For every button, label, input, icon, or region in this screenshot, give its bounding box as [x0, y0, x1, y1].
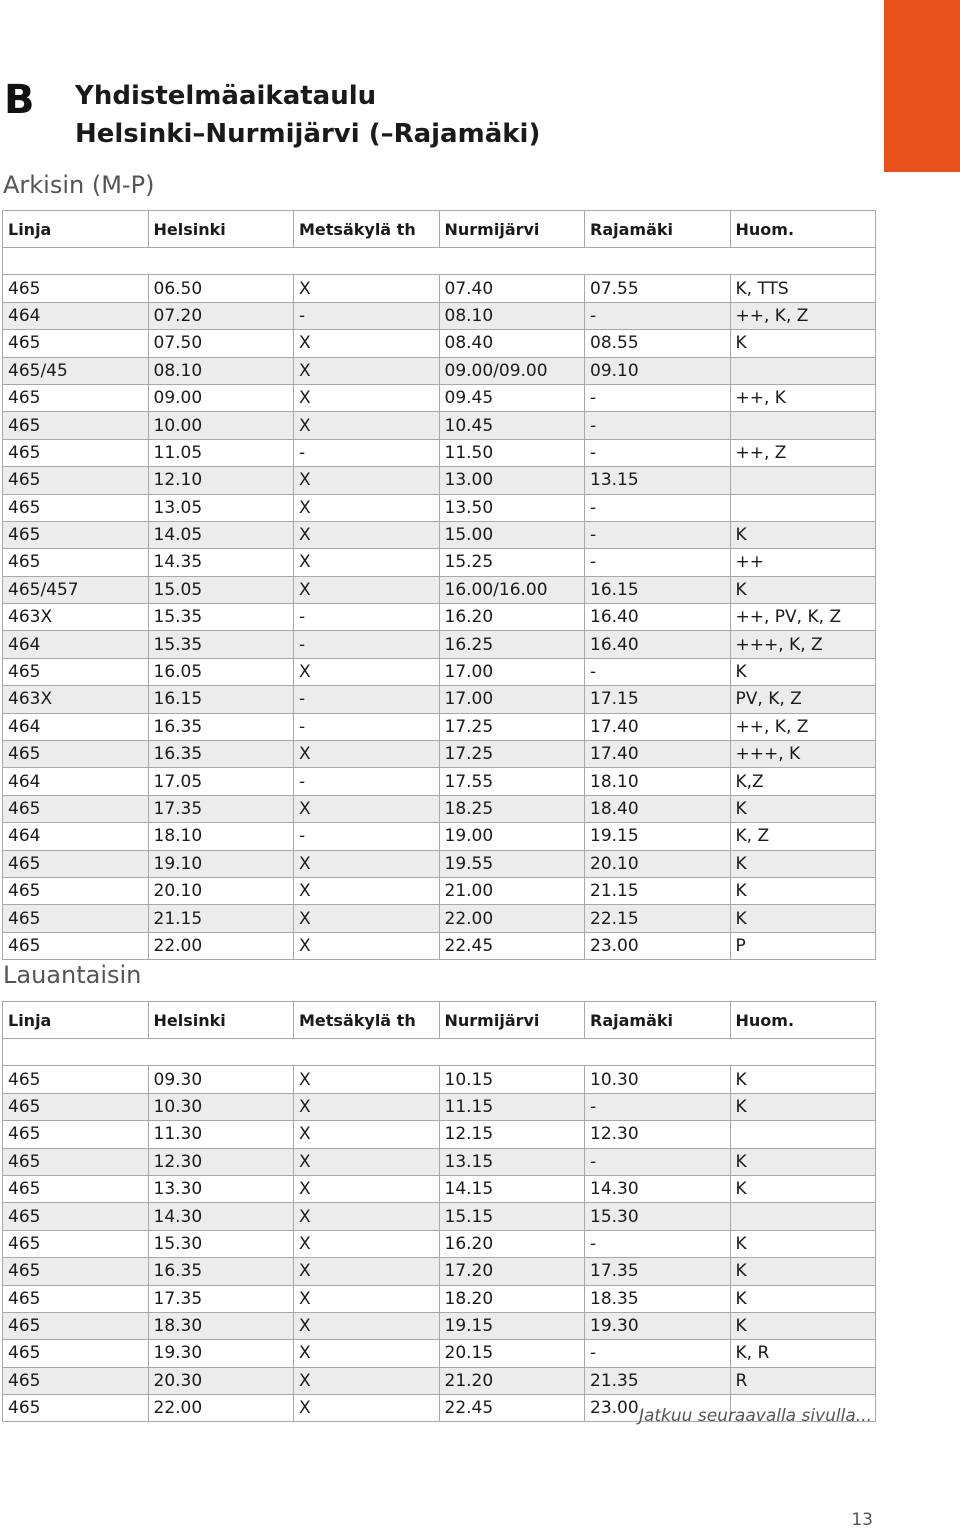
table-cell: 21.35: [585, 1367, 731, 1394]
table-cell: -: [585, 521, 731, 548]
table-row: [3, 467, 876, 494]
table-cell: 16.35: [148, 713, 294, 740]
table-cell: 465: [3, 1258, 149, 1285]
title-line-1: Yhdistelmäaikataulu: [75, 81, 377, 111]
table-cell: 465: [3, 1203, 149, 1230]
table-cell: 21.20: [439, 1367, 585, 1394]
table-row: [3, 713, 876, 740]
table-cell: 08.55: [585, 330, 731, 357]
table-cell: +++, K: [730, 741, 876, 768]
table-cell: 19.10: [148, 850, 294, 877]
table-cell: X: [294, 658, 440, 685]
table-header-row: [3, 211, 876, 248]
column-header: Helsinki: [148, 1002, 294, 1039]
column-header: Linja: [3, 211, 149, 248]
table-cell: 19.30: [148, 1340, 294, 1367]
table-row: [3, 1175, 876, 1202]
table-cell: -: [294, 713, 440, 740]
table-cell: 464: [3, 302, 149, 329]
table-cell: K, R: [730, 1340, 876, 1367]
table-cell: 17.35: [148, 1285, 294, 1312]
table-cell: X: [294, 494, 440, 521]
table-cell: 17.05: [148, 768, 294, 795]
column-header: Nurmijärvi: [439, 211, 585, 248]
table-cell: 16.20: [439, 604, 585, 631]
saturday-timetable: [2, 1001, 876, 1422]
table-cell: [730, 357, 876, 384]
table-cell: X: [294, 357, 440, 384]
table-cell: 465: [3, 741, 149, 768]
table-cell: 463X: [3, 686, 149, 713]
table-cell: 17.40: [585, 741, 731, 768]
table-cell: 465: [3, 1340, 149, 1367]
column-header: Metsäkylä th: [294, 211, 440, 248]
column-header: Linja: [3, 1002, 149, 1039]
table-cell: 17.35: [148, 795, 294, 822]
table-cell: 21.15: [148, 905, 294, 932]
table-cell: 10.00: [148, 412, 294, 439]
table-cell: 20.15: [439, 1340, 585, 1367]
table-cell: X: [294, 1093, 440, 1120]
table-cell: 16.40: [585, 604, 731, 631]
table-cell: 18.30: [148, 1312, 294, 1339]
table-cell: 17.25: [439, 713, 585, 740]
table-cell: 13.15: [585, 467, 731, 494]
weekday-timetable: [2, 210, 876, 960]
table-cell: 18.10: [585, 768, 731, 795]
table-row: [3, 905, 876, 932]
table-cell: 16.05: [148, 658, 294, 685]
table-cell: X: [294, 741, 440, 768]
table-cell: 09.45: [439, 384, 585, 411]
table-cell: 09.30: [148, 1066, 294, 1093]
table-cell: 465: [3, 521, 149, 548]
table-row: [3, 1230, 876, 1257]
table-cell: -: [585, 439, 731, 466]
table-row: [3, 1258, 876, 1285]
table-cell: 18.35: [585, 1285, 731, 1312]
table-row: [3, 576, 876, 603]
table-row: [3, 658, 876, 685]
table-cell: K: [730, 850, 876, 877]
table-cell: 465/457: [3, 576, 149, 603]
column-header: Nurmijärvi: [439, 1002, 585, 1039]
table-cell: 12.15: [439, 1121, 585, 1148]
table-cell: -: [294, 768, 440, 795]
table-cell: 12.10: [148, 467, 294, 494]
table-cell: X: [294, 1367, 440, 1394]
table-cell: K, TTS: [730, 275, 876, 302]
table-cell: X: [294, 850, 440, 877]
table-cell: 09.00: [148, 384, 294, 411]
table-cell: 19.15: [439, 1312, 585, 1339]
table-cell: 10.15: [439, 1066, 585, 1093]
table-row: [3, 631, 876, 658]
table-cell: -: [585, 549, 731, 576]
table-row: [3, 412, 876, 439]
table-cell: 13.50: [439, 494, 585, 521]
table-cell: 465: [3, 932, 149, 959]
table-cell: 07.40: [439, 275, 585, 302]
table-cell: [730, 467, 876, 494]
table-row: [3, 741, 876, 768]
table-cell: 22.45: [439, 932, 585, 959]
table-cell: X: [294, 467, 440, 494]
table-cell: 18.10: [148, 823, 294, 850]
table-cell: K: [730, 905, 876, 932]
table-row: [3, 850, 876, 877]
table-cell: PV, K, Z: [730, 686, 876, 713]
table-cell: 465: [3, 1395, 149, 1422]
table-row: [3, 823, 876, 850]
table-row: [3, 439, 876, 466]
table-cell: 465: [3, 1093, 149, 1120]
table-cell: -: [294, 823, 440, 850]
table-cell: 13.05: [148, 494, 294, 521]
table-cell: 15.05: [148, 576, 294, 603]
orange-page-tab: [884, 0, 960, 172]
page-number: 13: [851, 1510, 873, 1530]
table-cell: 16.20: [439, 1230, 585, 1257]
table-cell: -: [585, 1093, 731, 1120]
table-cell: 10.45: [439, 412, 585, 439]
table-cell: K: [730, 1066, 876, 1093]
table-cell: 18.40: [585, 795, 731, 822]
table-cell: 23.00: [585, 932, 731, 959]
table-cell: K: [730, 1258, 876, 1285]
table-cell: 08.10: [148, 357, 294, 384]
table-cell: -: [294, 604, 440, 631]
table-cell: P: [730, 932, 876, 959]
table-cell: 11.15: [439, 1093, 585, 1120]
table-row: [3, 604, 876, 631]
table-cell: X: [294, 877, 440, 904]
table-cell: -: [585, 1340, 731, 1367]
table-cell: 17.20: [439, 1258, 585, 1285]
table-cell: X: [294, 905, 440, 932]
table-row: [3, 768, 876, 795]
table-cell: ++, K: [730, 384, 876, 411]
continued-note: Jatkuu seuraavalla sivulla...: [638, 1406, 872, 1426]
header-spacer: [3, 1039, 876, 1066]
table-cell: 22.00: [148, 932, 294, 959]
table-row: [3, 1367, 876, 1394]
table-cell: 13.30: [148, 1175, 294, 1202]
table-cell: -: [585, 658, 731, 685]
table-cell: 464: [3, 768, 149, 795]
table-cell: 14.30: [585, 1175, 731, 1202]
table-row: [3, 549, 876, 576]
table-cell: X: [294, 1258, 440, 1285]
table-cell: 23.00: [585, 1395, 731, 1422]
table-cell: 465: [3, 1285, 149, 1312]
section-letter: B: [4, 77, 35, 123]
table-cell: -: [585, 412, 731, 439]
table-cell: 21.15: [585, 877, 731, 904]
table-cell: ++, K, Z: [730, 713, 876, 740]
table-cell: -: [585, 384, 731, 411]
table-cell: 465: [3, 1312, 149, 1339]
table-row: [3, 795, 876, 822]
table-cell: 16.00/16.00: [439, 576, 585, 603]
table-cell: [730, 1121, 876, 1148]
table-cell: 15.25: [439, 549, 585, 576]
table-cell: 17.00: [439, 658, 585, 685]
table-cell: 465: [3, 549, 149, 576]
table-cell: 11.50: [439, 439, 585, 466]
table-cell: K: [730, 1285, 876, 1312]
table-cell: 12.30: [585, 1121, 731, 1148]
table-cell: ++, Z: [730, 439, 876, 466]
table-cell: 465/45: [3, 357, 149, 384]
table-cell: ++, K, Z: [730, 302, 876, 329]
table-cell: [730, 412, 876, 439]
table-cell: 465: [3, 439, 149, 466]
table-cell: 17.35: [585, 1258, 731, 1285]
table-cell: 465: [3, 795, 149, 822]
table-cell: 11.30: [148, 1121, 294, 1148]
title-line-2: Helsinki–Nurmijärvi (–Rajamäki): [75, 119, 541, 149]
table-row: [3, 932, 876, 959]
table-row: [3, 384, 876, 411]
table-cell: 17.40: [585, 713, 731, 740]
table-cell: 465: [3, 1230, 149, 1257]
table-row: [3, 357, 876, 384]
column-header: Huom.: [730, 211, 876, 248]
saturday-heading: Lauantaisin: [3, 961, 142, 989]
table-row: [3, 1121, 876, 1148]
table-cell: K: [730, 658, 876, 685]
table-cell: 20.30: [148, 1367, 294, 1394]
table-cell: 06.50: [148, 275, 294, 302]
table-cell: X: [294, 1121, 440, 1148]
table-cell: 22.45: [439, 1395, 585, 1422]
table-cell: 19.55: [439, 850, 585, 877]
table-cell: -: [585, 1148, 731, 1175]
table-cell: -: [294, 631, 440, 658]
table-cell: 465: [3, 467, 149, 494]
table-cell: 465: [3, 850, 149, 877]
table-cell: 18.20: [439, 1285, 585, 1312]
table-row: [3, 302, 876, 329]
table-row: [3, 686, 876, 713]
table-cell: 20.10: [585, 850, 731, 877]
table-cell: 22.00: [439, 905, 585, 932]
table-cell: -: [585, 1230, 731, 1257]
table-cell: 16.15: [585, 576, 731, 603]
table-cell: 465: [3, 1175, 149, 1202]
table-cell: 465: [3, 494, 149, 521]
table-cell: 15.30: [148, 1230, 294, 1257]
table-cell: 17.00: [439, 686, 585, 713]
table-row: [3, 1285, 876, 1312]
table-cell: 16.15: [148, 686, 294, 713]
table-cell: 465: [3, 658, 149, 685]
table-cell: K: [730, 1175, 876, 1202]
table-cell: 13.15: [439, 1148, 585, 1175]
table-cell: 465: [3, 877, 149, 904]
table-cell: 15.35: [148, 604, 294, 631]
table-cell: K: [730, 1148, 876, 1175]
table-row: [3, 1148, 876, 1175]
table-cell: K: [730, 330, 876, 357]
table-cell: 465: [3, 1148, 149, 1175]
table-cell: 07.55: [585, 275, 731, 302]
table-cell: X: [294, 330, 440, 357]
table-cell: X: [294, 1285, 440, 1312]
table-cell: 19.30: [585, 1312, 731, 1339]
table-cell: 464: [3, 823, 149, 850]
table-cell: 16.35: [148, 741, 294, 768]
table-row: [3, 1093, 876, 1120]
table-cell: K: [730, 576, 876, 603]
table-cell: X: [294, 1148, 440, 1175]
table-cell: X: [294, 384, 440, 411]
table-cell: +++, K, Z: [730, 631, 876, 658]
table-cell: 16.35: [148, 1258, 294, 1285]
table-cell: 17.55: [439, 768, 585, 795]
table-cell: -: [294, 302, 440, 329]
table-cell: K: [730, 1312, 876, 1339]
table-cell: 465: [3, 905, 149, 932]
table-cell: X: [294, 1340, 440, 1367]
table-cell: 14.35: [148, 549, 294, 576]
table-cell: 14.30: [148, 1203, 294, 1230]
table-cell: K: [730, 1230, 876, 1257]
table-row: [3, 1203, 876, 1230]
table-cell: ++, PV, K, Z: [730, 604, 876, 631]
table-cell: 11.05: [148, 439, 294, 466]
table-cell: 465: [3, 1121, 149, 1148]
table-row: [3, 1066, 876, 1093]
table-cell: 09.00/09.00: [439, 357, 585, 384]
table-cell: -: [585, 494, 731, 521]
table-cell: 15.35: [148, 631, 294, 658]
header-spacer: [3, 248, 876, 275]
table-cell: 463X: [3, 604, 149, 631]
table-cell: 13.00: [439, 467, 585, 494]
table-cell: 09.10: [585, 357, 731, 384]
table-cell: X: [294, 1230, 440, 1257]
table-cell: 465: [3, 384, 149, 411]
table-cell: K: [730, 877, 876, 904]
table-cell: K,Z: [730, 768, 876, 795]
table-cell: 19.15: [585, 823, 731, 850]
table-cell: 14.05: [148, 521, 294, 548]
table-row: [3, 275, 876, 302]
table-cell: X: [294, 412, 440, 439]
table-cell: 15.00: [439, 521, 585, 548]
table-cell: 16.40: [585, 631, 731, 658]
table-cell: 465: [3, 275, 149, 302]
table-cell: X: [294, 1312, 440, 1339]
table-cell: 08.10: [439, 302, 585, 329]
table-cell: 22.00: [148, 1395, 294, 1422]
table-row: [3, 521, 876, 548]
table-cell: 15.30: [585, 1203, 731, 1230]
page-title: [75, 77, 540, 153]
table-row: [3, 494, 876, 521]
table-cell: X: [294, 1175, 440, 1202]
table-cell: 464: [3, 713, 149, 740]
table-cell: [730, 494, 876, 521]
table-cell: 10.30: [585, 1066, 731, 1093]
table-cell: 18.25: [439, 795, 585, 822]
table-cell: 465: [3, 330, 149, 357]
table-cell: 10.30: [148, 1093, 294, 1120]
table-cell: K: [730, 521, 876, 548]
table-cell: X: [294, 549, 440, 576]
table-cell: K: [730, 795, 876, 822]
table-cell: 17.15: [585, 686, 731, 713]
table-cell: X: [294, 795, 440, 822]
table-cell: 21.00: [439, 877, 585, 904]
table-cell: 19.00: [439, 823, 585, 850]
table-cell: 12.30: [148, 1148, 294, 1175]
table-cell: 465: [3, 412, 149, 439]
table-cell: X: [294, 521, 440, 548]
table-row: [3, 1340, 876, 1367]
table-cell: 20.10: [148, 877, 294, 904]
table-cell: 14.15: [439, 1175, 585, 1202]
table-cell: 16.25: [439, 631, 585, 658]
table-row: [3, 330, 876, 357]
table-cell: X: [294, 1203, 440, 1230]
table-cell: 08.40: [439, 330, 585, 357]
table-cell: 22.15: [585, 905, 731, 932]
column-header: Huom.: [730, 1002, 876, 1039]
column-header: Rajamäki: [585, 211, 731, 248]
table-cell: -: [294, 686, 440, 713]
table-cell: 07.50: [148, 330, 294, 357]
table-cell: 465: [3, 1367, 149, 1394]
column-header: Helsinki: [148, 211, 294, 248]
table-row: [3, 1312, 876, 1339]
table-row: [3, 877, 876, 904]
table-cell: ++: [730, 549, 876, 576]
table-cell: 07.20: [148, 302, 294, 329]
table-cell: K: [730, 1093, 876, 1120]
table-cell: X: [294, 932, 440, 959]
table-cell: X: [294, 1066, 440, 1093]
table-cell: 465: [3, 1066, 149, 1093]
table-cell: K, Z: [730, 823, 876, 850]
column-header: Rajamäki: [585, 1002, 731, 1039]
table-cell: X: [294, 275, 440, 302]
table-cell: [730, 1203, 876, 1230]
column-header: Metsäkylä th: [294, 1002, 440, 1039]
table-header-row: [3, 1002, 876, 1039]
table-cell: X: [294, 1395, 440, 1422]
table-cell: X: [294, 576, 440, 603]
table-cell: -: [294, 439, 440, 466]
weekday-heading: Arkisin (M-P): [3, 171, 155, 199]
table-cell: 15.15: [439, 1203, 585, 1230]
table-cell: -: [585, 302, 731, 329]
table-cell: R: [730, 1367, 876, 1394]
table-cell: 17.25: [439, 741, 585, 768]
table-cell: 464: [3, 631, 149, 658]
